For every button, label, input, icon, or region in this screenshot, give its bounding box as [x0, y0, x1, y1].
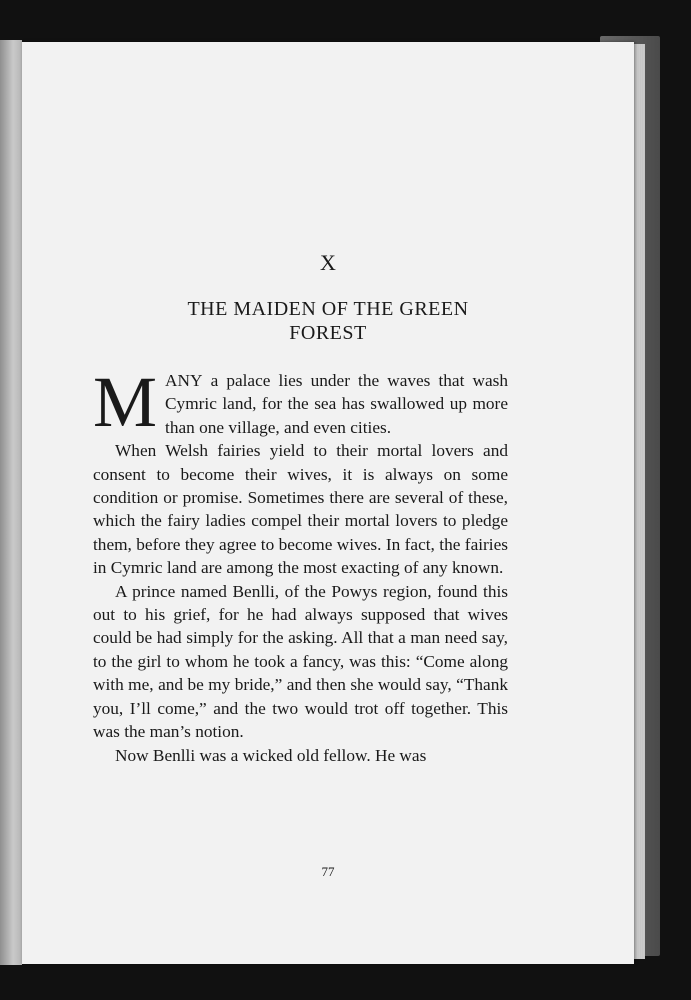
- paragraph-1-text: a palace lies under the waves that wash Cymric land, for the sea has swallowed up more than one village, and even cities.: [165, 371, 508, 437]
- chapter-title: [112, 297, 544, 345]
- drop-cap: M: [93, 362, 158, 442]
- chapter-number: X: [320, 250, 336, 275]
- chapter-title-line-1: THE MAIDEN OF THE GREEN: [187, 298, 469, 320]
- paragraph-1: [93, 362, 508, 442]
- chapter-title-line-2: FOREST: [289, 322, 367, 344]
- opening-word-rest: ANY: [165, 371, 203, 390]
- book-page: [22, 42, 634, 964]
- body-text: [93, 362, 508, 767]
- paragraph-4: Now Benlli was a wicked old fellow. He was: [115, 745, 427, 765]
- page-number: 77: [321, 864, 335, 879]
- paragraph-3: A prince named Benlli, of the Powys region, found this out to his grief, for he had always supposed that wives could be had simply for the asking. All that a man need say, to the girl to whom he took a fancy, was this: “Come along with me, and be my bride,” and then she would say, “Thank you, I’ll come,” and the two would trot off together. This was the man’s notion.: [93, 581, 508, 742]
- paragraph-2: When Welsh fairies yield to their mortal lovers and consent to become their wives, it is always on some condition or promise. Sometimes there are several of these, which the fairy ladies compel their mortal lovers to pledge them, before they agree to become wives. In fact, the fairies in Cymric land are among the most exacting of any known.: [93, 441, 508, 578]
- left-page-edge: [0, 40, 22, 965]
